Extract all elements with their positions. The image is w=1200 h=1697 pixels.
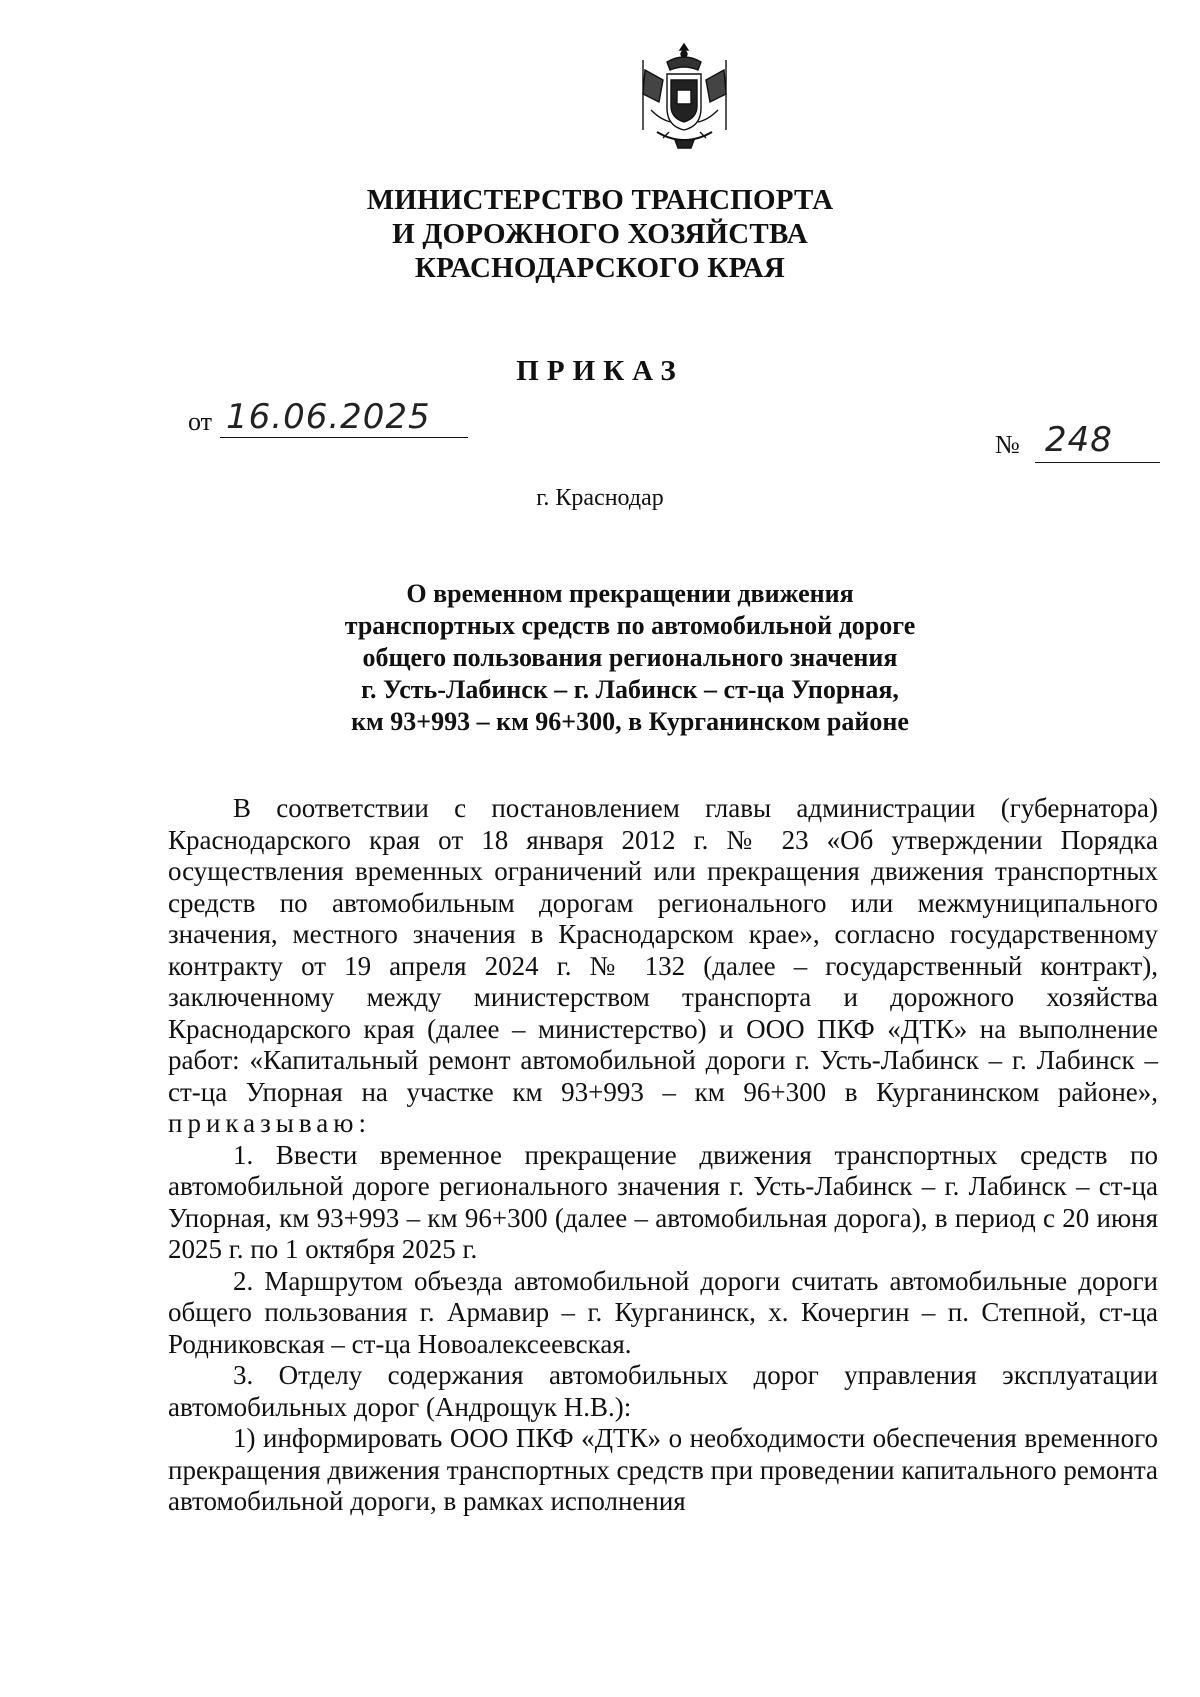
preamble-paragraph bbox=[168, 793, 1158, 1140]
order-word: приказываю: bbox=[168, 1108, 371, 1138]
date-underline bbox=[220, 437, 468, 438]
coat-of-arms-emblem bbox=[637, 40, 732, 150]
subject-line: транспортных средств по автомобильной дороге bbox=[344, 611, 916, 640]
date-label: от bbox=[188, 407, 213, 436]
subject-line: км 93+993 – км 96+300, в Курганинском районе bbox=[351, 707, 909, 736]
ministry-name-line: КРАСНОДАРСКОГО КРАЯ bbox=[414, 252, 786, 284]
ministry-name bbox=[300, 183, 900, 285]
order-item: 1. Ввести временное прекращение движения транспортных средств по автомобильной дороге регионального значения г. Усть-Лабинск – г. Лабинск – ст-ца Упорная, км 93+993 – км 96+300 (далее – автомобильная дорога), в период с 20 июня 2025 г. по 1 октября 2025 г. bbox=[168, 1139, 1158, 1264]
order-subject bbox=[330, 578, 930, 738]
order-item: 3. Отделу содержания автомобильных дорог управления эксплуатации автомобильных дорог (Андрощук Н.В.): bbox=[168, 1360, 1158, 1422]
number-label: № bbox=[995, 430, 1020, 459]
order-date bbox=[188, 395, 468, 445]
order-number bbox=[995, 420, 1160, 470]
document-type-title: ПРИКАЗ bbox=[516, 355, 684, 387]
preamble-text: В соответствии с постановлением главы администрации (губернатора) Краснодарского края от 18 января 2012 г. № 23 «Об утверждении Порядка осуществления временных ограничений или прекращения движения транспортных средств по автомобильным дорогам регионального или межмуниципального значения, местного значения в Краснодарском крае», согласно государственному контракту от 19 апреля 2024 г. № 132 (далее – государственный контракт), заключенному между министерством транспорта и дорожного хозяйства Краснодарского края (далее – министерство) и ООО ПКФ «ДТК» на выполнение работ: «Капитальный ремонт автомобильной дороги г. Усть-Лабинск – г. Лабинск – ст-ца Упорная на участке км 93+993 – км 96+300 в Курганинском районе», bbox=[168, 793, 1158, 1107]
subject-line: г. Усть-Лабинск – г. Лабинск – ст-ца Упорная, bbox=[361, 675, 899, 704]
city-name: г. Краснодар bbox=[536, 485, 664, 511]
number-value-handwritten: 248 bbox=[1045, 420, 1113, 460]
date-value-handwritten: 16.06.2025 bbox=[226, 397, 431, 437]
order-item: 2. Маршрутом объезда автомобильной дороги считать автомобильные дороги общего пользования г. Армавир – г. Курганинск, х. Кочергин – п. Степной, ст-ца Родниковская – ст-ца Новоалексеевская. bbox=[168, 1265, 1158, 1359]
number-underline bbox=[1035, 462, 1160, 463]
subject-line: общего пользования регионального значения bbox=[362, 643, 898, 672]
order-subitem: 1) информировать ООО ПКФ «ДТК» о необходимости обеспечения временного прекращения движения транспортных средств при проведении капитального ремонта автомобильной дороги, в рамках исполнения bbox=[168, 1423, 1158, 1516]
ministry-name-line: И ДОРОЖНОГО ХОЗЯЙСТВА bbox=[392, 218, 808, 250]
ministry-name-line: МИНИСТЕРСТВО ТРАНСПОРТА bbox=[366, 184, 834, 216]
subject-line: О временном прекращении движения bbox=[406, 579, 854, 608]
order-body bbox=[168, 793, 1158, 1518]
